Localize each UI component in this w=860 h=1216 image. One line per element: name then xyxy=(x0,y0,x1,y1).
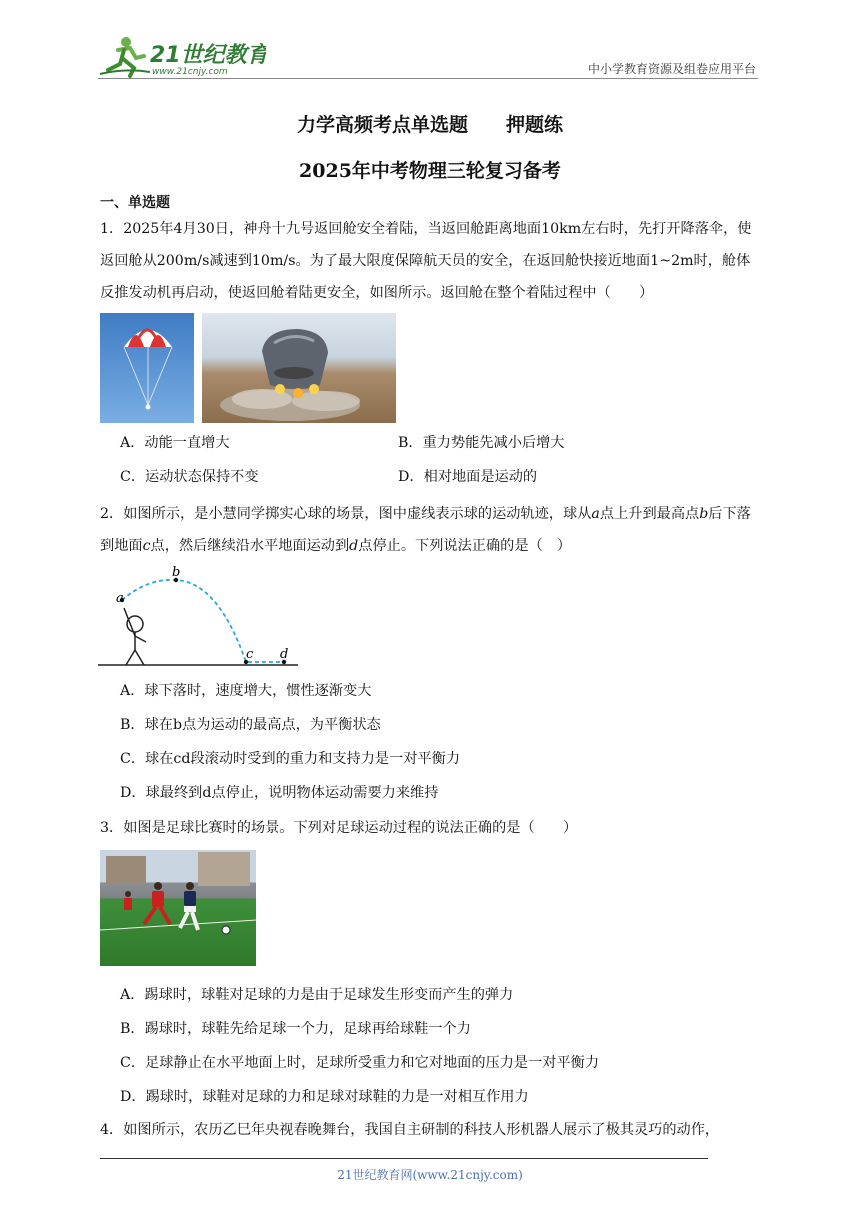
q1-option-d: D．相对地面是运动的 xyxy=(398,469,538,485)
q2-option-c: C．球在cd段滚动时受到的重力和支持力是一对平衡力 xyxy=(120,751,461,767)
footer-link[interactable]: 21世纪教育网(www.21cnjy.com) xyxy=(337,1168,523,1182)
logo-text: 21世纪教育 xyxy=(150,43,266,68)
q2-option-b: B．球在b点为运动的最高点，为平衡状态 xyxy=(120,717,381,733)
stick-figure-icon xyxy=(124,608,146,665)
question-2-text: 2．如图所示，是小慧同学掷实心球的场景，图中虚线表示球的运动轨迹，球从a点上升到最高点b后下落到地面c点，然后继续沿水平地面运动到d点停止。下列说法正确的是（ ） xyxy=(100,506,751,554)
soccer-match-photo xyxy=(100,850,256,966)
label-a: a xyxy=(116,591,124,606)
page-title: 力学高频考点单选题 押题练 xyxy=(296,114,563,136)
label-b: b xyxy=(172,565,181,580)
section-heading: 一、单选题 xyxy=(100,195,170,211)
question-4-text: 4．如图所示，农历乙巳年央视春晚舞台，我国自主研制的科技人形机器人展示了极其灵巧的动作， xyxy=(100,1122,720,1138)
footer-divider xyxy=(100,1158,708,1159)
q1-option-c: C．运动状态保持不变 xyxy=(120,469,259,485)
question-1-text: 1．2025年4月30日，神舟十九号返回舱安全着陆，当返回舱距离地面10km左右时，先打开降落伞，使返回舱从200m/s减速到10m/s。为了最大限度保障航天员的安全，在返回舱快接近地面1~2m时，舱体反推发动机再启动，使返回舱着陆更安全，如图所示。返回舱在整个着陆过程中（ ） xyxy=(100,221,752,301)
q1-option-b: B．重力势能先减小后增大 xyxy=(398,435,565,451)
page-subtitle: 2025年中考物理三轮复习备考 xyxy=(299,160,561,182)
label-c: c xyxy=(246,647,254,662)
question-3-text: 3．如图是足球比赛时的场景。下列对足球运动过程的说法正确的是（ ） xyxy=(100,820,578,836)
shot-put-diagram xyxy=(98,562,300,670)
header-platform-text: 中小学教育资源及组卷应用平台 xyxy=(587,62,756,76)
q3-option-c: C．足球静止在水平地面上时，足球所受重力和它对地面的压力是一对平衡力 xyxy=(120,1055,600,1071)
header-divider xyxy=(98,78,758,79)
return-capsule-icon xyxy=(202,313,396,423)
soccer-players-icon xyxy=(100,850,256,966)
parachute-photo xyxy=(100,313,194,423)
parachute-icon xyxy=(100,313,194,423)
runner-icon xyxy=(100,37,150,76)
q3-option-b: B．踢球时，球鞋先给足球一个力，足球再给球鞋一个力 xyxy=(120,1021,471,1037)
q1-option-a: A．动能一直增大 xyxy=(120,435,230,451)
q2-option-d: D．球最终到d点停止，说明物体运动需要力来维持 xyxy=(120,785,439,801)
capsule-landing-photo xyxy=(202,313,396,423)
q3-option-a: A．踢球时，球鞋对足球的力是由于足球发生形变而产生的弹力 xyxy=(120,987,514,1003)
q2-option-a: A．球下落时，速度增大，惯性逐渐变大 xyxy=(120,683,372,699)
site-logo xyxy=(96,34,266,80)
label-d: d xyxy=(280,647,289,662)
trajectory-path xyxy=(122,580,284,662)
logo-sub: www.21cnjy.com xyxy=(152,67,228,77)
q3-option-d: D．踢球时，球鞋对足球的力和足球对球鞋的力是一对相互作用力 xyxy=(120,1089,529,1105)
soccer-ball-icon xyxy=(222,926,230,934)
